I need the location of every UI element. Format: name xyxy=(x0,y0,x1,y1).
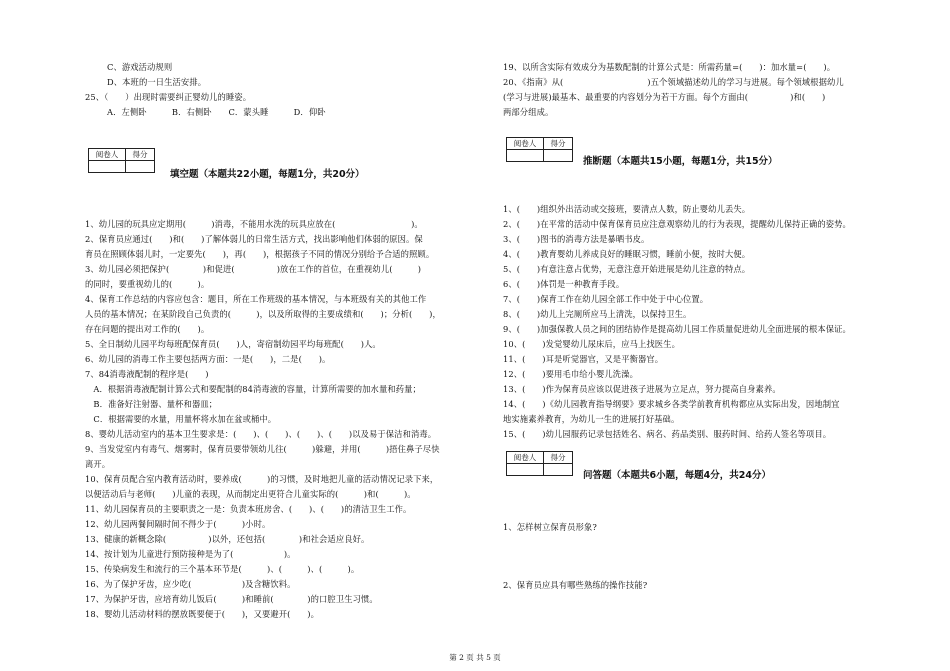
score-cell[interactable] xyxy=(126,161,155,173)
score-cell[interactable] xyxy=(544,150,573,162)
list-item: 8、婴幼儿活动室内的基本卫生要求是：( )、( )、( )、( )以及易于保洁和消毒。 xyxy=(85,429,437,439)
list-item: 6、幼儿园的消毒工作主要包括两方面：一是( )，二是( )。 xyxy=(85,354,331,364)
grader-header: 阅卷人 xyxy=(89,149,126,161)
option-d-line: D、本班的一日生活安排。 xyxy=(107,77,207,87)
score-header: 得分 xyxy=(126,149,155,161)
judge-score-table xyxy=(506,137,573,162)
list-item: 9、( )加强保教人员之间的团结协作是提高幼儿园工作质量促进幼儿全面进展的根本保证。 xyxy=(503,324,851,334)
list-item: 6、( )体罚是一种教育手段。 xyxy=(503,279,625,289)
list-item: 1、( )组织外出活动或交接班，要清点人数，防止婴幼儿丢失。 xyxy=(503,204,751,214)
list-item: 3、( )图书的消毒方法是暴晒书皮。 xyxy=(503,234,650,244)
grader-header: 阅卷人 xyxy=(507,452,544,464)
grader-cell[interactable] xyxy=(89,161,126,173)
list-item: 9、当发觉室内有毒气、烟雾时，保育员要带领幼儿往( )躲避，并用( )捂住鼻子尽快 xyxy=(85,444,440,454)
fill-blank-section-title: 填空题（本题共22小题，每题1分，共20分） xyxy=(170,169,365,180)
list-item: 7、84消毒液配制的程序是( ) xyxy=(85,369,209,379)
list-item: 人员的基本情况；在某阶段自己负责的( )，以及所取得的主要成绩和( )；分析( )， xyxy=(85,309,441,319)
fill-blank-score-table xyxy=(88,148,155,173)
score-header: 得分 xyxy=(544,452,573,464)
list-item: 8、( )幼儿上完厕所应马上清洗，以保持卫生。 xyxy=(503,309,692,319)
list-item: 10、保育员配合室内教育活动时，要养成( )的习惯，及时地把儿童的活动情况记录下来， xyxy=(85,474,439,484)
score-header: 得分 xyxy=(544,138,573,150)
option-c-line: C、游戏活动规则 xyxy=(107,62,173,72)
list-item: 存在问题的提出对工作的( )。 xyxy=(85,324,210,334)
list-item: 的同时，要重视幼儿的( )。 xyxy=(85,279,210,289)
score-cell[interactable] xyxy=(544,464,573,476)
list-item: 11、( )耳是听觉器官，又是平衡器官。 xyxy=(503,354,664,364)
list-item: 5、( )有意注意占优势，无意注意开始进展是幼儿注意的特点。 xyxy=(503,264,751,274)
list-item: 2、保育员应通过( )和( )了解体弱儿的日常生活方式，找出影响他们体弱的原因。保 xyxy=(85,234,423,244)
list-item: 15、( )幼儿园服药记录包括姓名、病名、药品类别、服药时间、给药人签名等项目。 xyxy=(503,429,832,439)
list-item: 17、为保护牙齿，应培育幼儿饭后( )和睡前( )的口腔卫生习惯。 xyxy=(85,594,378,604)
question-25-options: A．左侧卧 B．右侧卧 C．蒙头睡 D．仰卧 xyxy=(107,107,326,117)
qa-score-table xyxy=(506,451,573,476)
list-item: 4、保育工作总结的内容应包含：题目，所在工作班级的基本情况，与本班级有关的其他工作 xyxy=(85,294,427,304)
grader-header: 阅卷人 xyxy=(507,138,544,150)
list-item: 4、( )教育婴幼儿养成良好的睡眠习惯，睡前小便，按时大便。 xyxy=(503,249,751,259)
question-20-end: 两部分组成。 xyxy=(503,107,554,117)
list-item: B．准备好注射器、量杯和器皿； xyxy=(85,399,218,409)
list-item: 离开。 xyxy=(85,459,111,469)
list-item: 2、( )在平常的活动中保育保育员应注意观察幼儿的行为表现，提醒幼儿保持正确的姿势。 xyxy=(503,219,851,229)
list-item: 14、( )《幼儿园教育指导纲要》要求城乡各类学前教育机构都应从实际出发，因地制宜 xyxy=(503,399,840,409)
qa-question-1: 1、怎样树立保育员形象? xyxy=(503,522,597,532)
list-item: 12、( )要用毛巾给小婴儿洗澡。 xyxy=(503,369,638,379)
judge-section-title: 推断题（本题共15小题，每题1分，共15分） xyxy=(583,156,778,167)
question-19: 19、以所含实际有效成分为基数配制的计算公式是：所需药量=( )：加水量=( )。 xyxy=(503,62,836,72)
question-20: 20、《指南》从( )五个领域描述幼儿的学习与进展。每个领域根据幼儿 xyxy=(503,77,844,87)
list-item: 11、幼儿园保育员的主要职责之一是：负责本班房舍、( )、( )的清洁卫生工作。 xyxy=(85,504,412,514)
qa-section-title: 问答题（本题共6小题，每题4分，共24分） xyxy=(583,470,771,481)
list-item: 12、幼儿园两餐间隔时间不得少于( )小时。 xyxy=(85,519,271,529)
list-item: 育员在照顾体弱儿时，一定要先( )，再( )，根据孩子不同的情况分别给予合适的照顾。 xyxy=(85,249,435,259)
list-item: 5、全日制幼儿园平均每班配保育员( )人，寄宿制幼园平均每班配( )人。 xyxy=(85,339,381,349)
list-item: 10、( )发觉婴幼儿尿床后，应马上找医生。 xyxy=(503,339,680,349)
list-item: 7、( )保育工作在幼儿园全部工作中处于中心位置。 xyxy=(503,294,709,304)
question-25: 25、（ ）出现时需要纠正婴幼儿的睡姿。 xyxy=(85,92,252,102)
qa-question-2: 2、保育员应具有哪些熟练的操作技能? xyxy=(503,580,648,590)
grader-cell[interactable] xyxy=(507,150,544,162)
page-footer: 第 2 页 共 5 页 xyxy=(449,653,501,662)
question-20-cont: (学习与进展)最基本、最重要的内容划分为若干方面。每个方面由( )和( ) xyxy=(503,92,826,102)
list-item: 13、( )作为保育员应该以促进孩子进展为立足点，努力提高自身素养。 xyxy=(503,384,781,394)
list-item: 18、婴幼儿活动材料的摆放既要便于( )，又要避开( )。 xyxy=(85,609,320,619)
list-item: 地实施素养教育，为幼儿一生的进展打好基础。 xyxy=(503,414,680,424)
list-item: C．根据需要的水量，用量杯将水加在盆或桶中。 xyxy=(85,414,277,424)
list-item: A．根据消毒液配制计算公式和要配制的84消毒液的容量，计算所需要的加水量和药量； xyxy=(85,384,421,394)
list-item: 3、幼儿园必须把保护( )和促进( )放在工作的首位，在重视幼儿( ) xyxy=(85,264,422,274)
list-item: 16、为了保护牙齿，应少吃( )及含糖饮料。 xyxy=(85,579,296,589)
list-item: 15、传染病发生和流行的三个基本环节是( )、( )、( )。 xyxy=(85,564,360,574)
grader-cell[interactable] xyxy=(507,464,544,476)
list-item: 13、健康的新概念除( )以外，还包括( )和社会适应良好。 xyxy=(85,534,370,544)
list-item: 14、按计划为儿童进行预防接种是为了( )。 xyxy=(85,549,296,559)
list-item: 以便活动后与老师( )儿童的表现，从而制定出更符合儿童实际的( )和( )。 xyxy=(85,489,416,499)
list-item: 1、幼儿园的玩具应定期用( )消毒，不能用水洗的玩具应放在( )。 xyxy=(85,219,423,229)
